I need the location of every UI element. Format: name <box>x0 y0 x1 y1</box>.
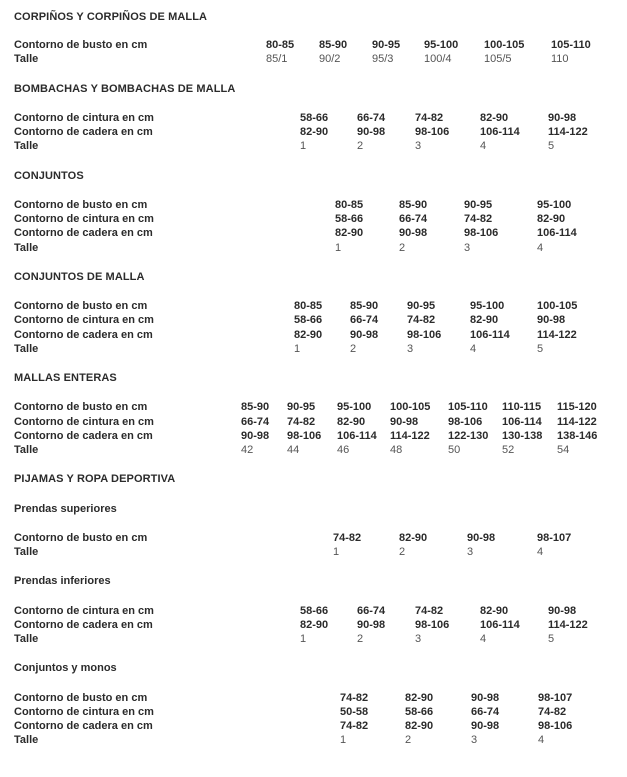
table-cell: 82-90 <box>300 126 329 138</box>
table-cell: 42 <box>241 444 254 456</box>
table-cell: 66-74 <box>399 213 428 225</box>
table-cell: 4 <box>480 633 487 645</box>
table-cell: 82-90 <box>294 329 323 341</box>
table-cell: 106-114 <box>502 416 542 428</box>
table-cell: 138-146 <box>557 430 598 442</box>
row-label: Contorno de cadera en cm <box>14 227 153 239</box>
table-cell: 74-82 <box>407 314 436 326</box>
section-title-corpinos: CORPIÑOS Y CORPIÑOS DE MALLA <box>14 11 208 23</box>
table-cell: 74-82 <box>333 532 362 544</box>
table-cell: 115-120 <box>557 401 597 413</box>
table-cell: 82-90 <box>399 532 428 544</box>
subsection-title-conjuntos-y-monos: Conjuntos y monos <box>14 662 117 674</box>
table-cell: 90-98 <box>350 329 379 341</box>
table-cell: 85-90 <box>241 401 270 413</box>
table-cell: 66-74 <box>471 706 500 718</box>
table-cell: 85-90 <box>319 39 348 51</box>
table-cell: 90-98 <box>548 112 577 124</box>
row-label: Contorno de cadera en cm <box>14 430 153 442</box>
table-cell: 1 <box>340 734 347 746</box>
table-cell: 90-98 <box>241 430 270 442</box>
table-cell: 82-90 <box>470 314 499 326</box>
table-cell: 106-114 <box>537 227 577 239</box>
table-cell: 2 <box>357 140 364 152</box>
row-label: Talle <box>14 734 39 746</box>
table-cell: 48 <box>390 444 403 456</box>
row-label: Contorno de busto en cm <box>14 532 148 544</box>
table-cell: 90-95 <box>287 401 316 413</box>
table-cell: 1 <box>300 140 307 152</box>
table-cell: 98-107 <box>537 532 572 544</box>
table-cell: 3 <box>415 140 422 152</box>
table-cell: 95-100 <box>470 300 505 312</box>
table-cell: 90-98 <box>471 692 500 704</box>
table-cell: 90-98 <box>390 416 419 428</box>
table-cell: 58-66 <box>405 706 434 718</box>
row-label: Contorno de cintura en cm <box>14 605 154 617</box>
row-label: Talle <box>14 53 39 65</box>
row-label: Contorno de cintura en cm <box>14 314 154 326</box>
table-cell: 82-90 <box>405 720 434 732</box>
table-cell: 74-82 <box>415 605 444 617</box>
table-cell: 1 <box>335 242 342 254</box>
table-cell: 58-66 <box>300 605 329 617</box>
table-cell: 95-100 <box>337 401 372 413</box>
table-cell: 2 <box>399 242 406 254</box>
row-label: Talle <box>14 242 39 254</box>
table-cell: 98-107 <box>538 692 573 704</box>
table-cell: 66-74 <box>350 314 379 326</box>
table-cell: 90-98 <box>467 532 496 544</box>
table-cell: 4 <box>470 343 477 355</box>
row-label: Contorno de cadera en cm <box>14 720 153 732</box>
table-cell: 3 <box>415 633 422 645</box>
row-label: Talle <box>14 140 39 152</box>
table-cell: 98-106 <box>415 126 450 138</box>
row-label: Contorno de busto en cm <box>14 39 148 51</box>
row-label: Contorno de busto en cm <box>14 692 148 704</box>
table-cell: 98-106 <box>415 619 450 631</box>
table-cell: 3 <box>407 343 414 355</box>
section-title-conjuntos: CONJUNTOS <box>14 170 84 182</box>
table-cell: 106-114 <box>480 126 520 138</box>
row-label: Talle <box>14 343 39 355</box>
row-label: Contorno de busto en cm <box>14 199 148 211</box>
row-label: Contorno de busto en cm <box>14 401 148 413</box>
table-cell: 105/5 <box>484 53 512 65</box>
table-cell: 130-138 <box>502 430 543 442</box>
table-cell: 4 <box>538 734 545 746</box>
table-cell: 105-110 <box>551 39 591 51</box>
table-cell: 95-100 <box>537 199 572 211</box>
table-cell: 58-66 <box>294 314 323 326</box>
table-cell: 90-95 <box>372 39 401 51</box>
table-cell: 3 <box>471 734 478 746</box>
table-cell: 66-74 <box>357 112 386 124</box>
row-label: Contorno de busto en cm <box>14 300 148 312</box>
table-cell: 2 <box>357 633 364 645</box>
row-label: Contorno de cintura en cm <box>14 213 154 225</box>
table-cell: 82-90 <box>300 619 329 631</box>
table-cell: 50 <box>448 444 461 456</box>
table-cell: 82-90 <box>405 692 434 704</box>
table-cell: 4 <box>537 242 544 254</box>
table-cell: 98-106 <box>464 227 499 239</box>
table-cell: 100/4 <box>424 53 452 65</box>
table-cell: 66-74 <box>357 605 386 617</box>
table-cell: 2 <box>350 343 357 355</box>
section-title-pijamas: PIJAMAS Y ROPA DEPORTIVA <box>14 473 176 485</box>
row-label: Contorno de cadera en cm <box>14 329 153 341</box>
table-cell: 82-90 <box>335 227 364 239</box>
table-cell: 74-82 <box>287 416 316 428</box>
table-cell: 5 <box>548 633 555 645</box>
table-cell: 114-122 <box>537 329 577 341</box>
row-label: Contorno de cintura en cm <box>14 416 154 428</box>
section-title-mallas-enteras: MALLAS ENTERAS <box>14 372 117 384</box>
table-cell: 2 <box>399 546 406 558</box>
table-cell: 82-90 <box>337 416 366 428</box>
table-cell: 44 <box>287 444 300 456</box>
table-cell: 82-90 <box>480 112 509 124</box>
row-label: Contorno de cintura en cm <box>14 706 154 718</box>
table-cell: 66-74 <box>241 416 270 428</box>
table-cell: 90-98 <box>357 619 386 631</box>
table-cell: 74-82 <box>415 112 444 124</box>
table-cell: 5 <box>537 343 544 355</box>
table-cell: 90-98 <box>537 314 566 326</box>
table-cell: 95/3 <box>372 53 394 65</box>
table-cell: 80-85 <box>266 39 295 51</box>
table-cell: 74-82 <box>340 692 369 704</box>
table-cell: 1 <box>300 633 307 645</box>
table-cell: 80-85 <box>294 300 323 312</box>
table-cell: 98-106 <box>538 720 573 732</box>
table-cell: 85-90 <box>350 300 379 312</box>
table-cell: 98-106 <box>407 329 442 341</box>
table-cell: 74-82 <box>340 720 369 732</box>
table-cell: 114-122 <box>548 126 588 138</box>
table-cell: 46 <box>337 444 350 456</box>
table-cell: 74-82 <box>538 706 567 718</box>
table-cell: 2 <box>405 734 412 746</box>
table-cell: 105-110 <box>448 401 488 413</box>
table-cell: 106-114 <box>470 329 510 341</box>
section-title-conjuntos-de-malla: CONJUNTOS DE MALLA <box>14 271 145 283</box>
table-cell: 4 <box>480 140 487 152</box>
table-cell: 4 <box>537 546 544 558</box>
table-cell: 98-106 <box>287 430 322 442</box>
table-cell: 1 <box>294 343 301 355</box>
table-cell: 1 <box>333 546 340 558</box>
table-cell: 3 <box>464 242 471 254</box>
table-cell: 95-100 <box>424 39 459 51</box>
row-label: Contorno de cadera en cm <box>14 619 153 631</box>
row-label: Contorno de cintura en cm <box>14 112 154 124</box>
subsection-title-prendas-inferiores: Prendas inferiores <box>14 575 111 587</box>
table-cell: 110 <box>551 53 569 65</box>
table-cell: 106-114 <box>337 430 377 442</box>
table-cell: 122-130 <box>448 430 489 442</box>
table-cell: 100-105 <box>537 300 578 312</box>
table-cell: 90-95 <box>407 300 436 312</box>
row-label: Talle <box>14 444 39 456</box>
table-cell: 52 <box>502 444 515 456</box>
table-cell: 5 <box>548 140 555 152</box>
table-cell: 114-122 <box>390 430 430 442</box>
subsection-title-prendas-superiores: Prendas superiores <box>14 503 117 515</box>
table-cell: 110-115 <box>502 401 542 413</box>
section-title-bombachas: BOMBACHAS Y BOMBACHAS DE MALLA <box>14 83 236 95</box>
table-cell: 100-105 <box>390 401 431 413</box>
table-cell: 90-98 <box>548 605 577 617</box>
table-cell: 54 <box>557 444 570 456</box>
table-cell: 58-66 <box>300 112 329 124</box>
row-label: Talle <box>14 546 39 558</box>
table-cell: 106-114 <box>480 619 520 631</box>
table-cell: 74-82 <box>464 213 493 225</box>
row-label: Talle <box>14 633 39 645</box>
row-label: Contorno de cadera en cm <box>14 126 153 138</box>
table-cell: 114-122 <box>557 416 597 428</box>
table-cell: 90-98 <box>399 227 428 239</box>
table-cell: 98-106 <box>448 416 483 428</box>
table-cell: 82-90 <box>537 213 566 225</box>
table-cell: 90-98 <box>471 720 500 732</box>
table-cell: 50-58 <box>340 706 369 718</box>
table-cell: 100-105 <box>484 39 525 51</box>
table-cell: 80-85 <box>335 199 364 211</box>
table-cell: 90-95 <box>464 199 493 211</box>
table-cell: 114-122 <box>548 619 588 631</box>
table-cell: 85-90 <box>399 199 428 211</box>
table-cell: 3 <box>467 546 474 558</box>
table-cell: 85/1 <box>266 53 288 65</box>
table-cell: 58-66 <box>335 213 364 225</box>
table-cell: 90/2 <box>319 53 341 65</box>
table-cell: 82-90 <box>480 605 509 617</box>
table-cell: 90-98 <box>357 126 386 138</box>
